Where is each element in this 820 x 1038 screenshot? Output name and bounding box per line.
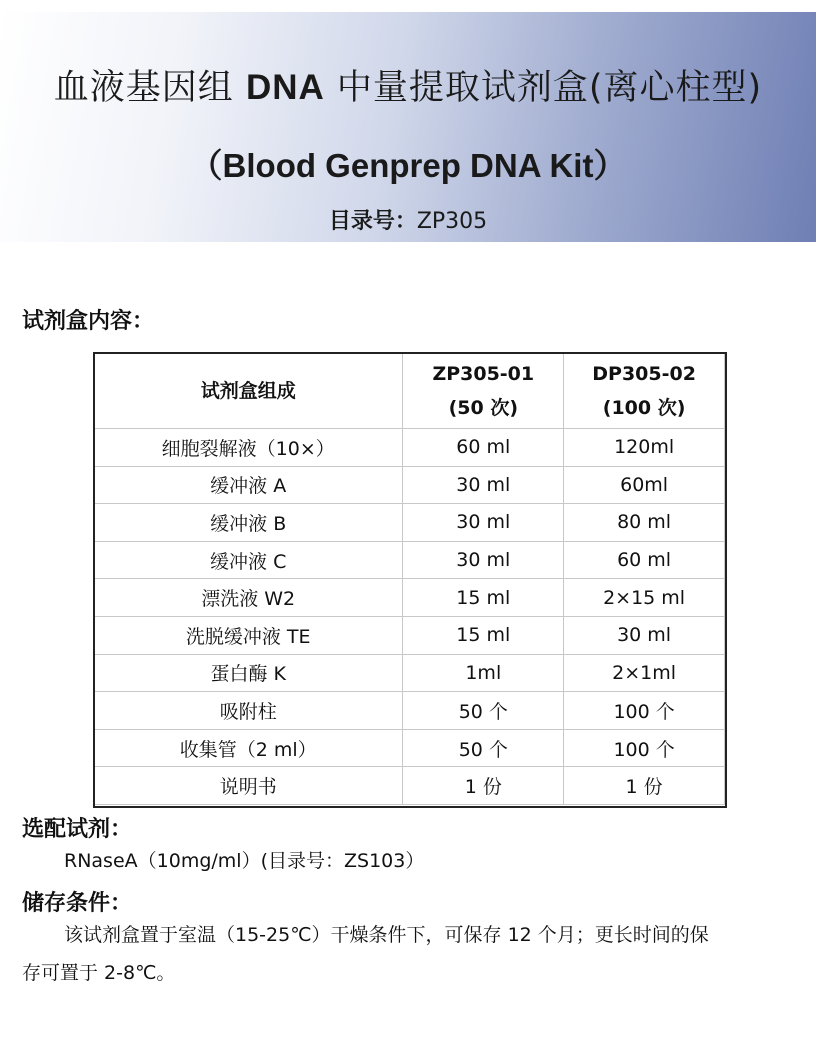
- component-cell: 漂洗液 W2: [94, 579, 403, 617]
- title-cn-part1: 血液基因组: [53, 68, 234, 108]
- table-row: [94, 692, 725, 730]
- qty-50-cell: 1ml: [403, 654, 564, 692]
- column-header-label: ZP305-01: [432, 362, 535, 385]
- component-cell: 蛋白酶 K: [94, 654, 403, 692]
- catalog-value: ZP305: [416, 209, 488, 234]
- qty-100-cell: 120ml: [564, 429, 725, 467]
- catalog-number: [0, 204, 816, 235]
- catalog-label: 目录号：: [328, 209, 417, 234]
- table-row: [94, 466, 725, 504]
- component-cell: 缓冲液 C: [94, 541, 403, 579]
- table-row: [94, 429, 725, 467]
- product-title-en: （Blood Genprep DNA Kit）: [189, 147, 627, 184]
- column-header-sublabel: (100 次): [602, 396, 686, 419]
- table-row: [94, 729, 725, 767]
- contents-heading: 试剂盒内容：: [22, 309, 155, 334]
- product-title-cn: [0, 60, 816, 110]
- qty-50-cell: 60 ml: [403, 429, 564, 467]
- table-header-row: [94, 353, 725, 429]
- qty-100-cell: 2×15 ml: [564, 579, 725, 617]
- storage-text-line2: 存可置于 2-8℃。: [22, 962, 176, 984]
- table-row: [94, 579, 725, 617]
- column-header-label: DP305-02: [592, 362, 696, 385]
- qty-50-cell: 30 ml: [403, 466, 564, 504]
- qty-50-cell: 15 ml: [403, 616, 564, 654]
- kit-contents-table: [93, 352, 725, 805]
- table-row: [94, 541, 725, 579]
- component-cell: 收集管（2 ml）: [94, 729, 403, 767]
- column-header-sublabel: (50 次): [448, 396, 519, 419]
- column-header-dp305-02: [564, 353, 725, 429]
- qty-50-cell: 50 个: [403, 692, 564, 730]
- column-header-label: 试剂盒组成: [200, 379, 296, 402]
- component-cell: 细胞裂解液（10×）: [94, 429, 403, 467]
- table-row: [94, 504, 725, 542]
- storage-text-line1: 该试剂盒置于室温（15-25℃）干燥条件下，可保存 12 个月；更长时间的保: [64, 924, 709, 946]
- qty-50-cell: 15 ml: [403, 579, 564, 617]
- storage-heading: 储存条件：: [22, 891, 133, 916]
- component-cell: 说明书: [94, 767, 403, 805]
- qty-100-cell: 30 ml: [564, 616, 725, 654]
- header-banner: [0, 12, 816, 242]
- table-row: [94, 767, 725, 805]
- qty-100-cell: 60 ml: [564, 541, 725, 579]
- component-cell: 洗脱缓冲液 TE: [94, 616, 403, 654]
- qty-100-cell: 1 份: [564, 767, 725, 805]
- qty-100-cell: 80 ml: [564, 504, 725, 542]
- title-cn-part2: 中量提取试剂盒(离心柱型): [336, 68, 763, 108]
- table-row: [94, 654, 725, 692]
- qty-100-cell: 2×1ml: [564, 654, 725, 692]
- component-cell: 吸附柱: [94, 692, 403, 730]
- column-header-zp305-01: [403, 353, 564, 429]
- qty-100-cell: 60ml: [564, 466, 725, 504]
- qty-50-cell: 50 个: [403, 729, 564, 767]
- component-cell: 缓冲液 A: [94, 466, 403, 504]
- qty-100-cell: 100 个: [564, 692, 725, 730]
- title-cn-dna: DNA: [245, 68, 325, 107]
- table-row: [94, 616, 725, 654]
- qty-100-cell: 100 个: [564, 729, 725, 767]
- qty-50-cell: 30 ml: [403, 504, 564, 542]
- component-cell: 缓冲液 B: [94, 504, 403, 542]
- optional-reagent-text: RNaseA（10mg/ml）(目录号：ZS103）: [64, 850, 425, 872]
- optional-reagents-heading: 选配试剂：: [22, 817, 133, 842]
- column-header-component: [94, 353, 403, 429]
- qty-50-cell: 1 份: [403, 767, 564, 805]
- qty-50-cell: 30 ml: [403, 541, 564, 579]
